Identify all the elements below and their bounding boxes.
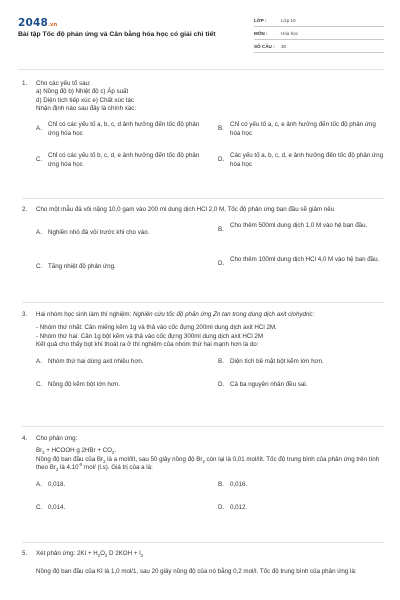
option-text: Cho thêm 500ml dung dịch 1,0 M vào hệ ban đầu. — [230, 222, 368, 230]
meta-value: Lớp 10 — [281, 17, 296, 23]
question-body — [36, 80, 384, 180]
option-label: B. — [218, 481, 224, 489]
option-b[interactable] — [218, 358, 384, 366]
option-text: 0,012. — [230, 504, 248, 512]
eq-part: Xét phản ứng: 2KI + H — [36, 550, 98, 557]
eq-part: + HCOOH — [44, 447, 77, 455]
option-c[interactable] — [36, 381, 206, 389]
reaction-equation — [36, 550, 384, 558]
question-number: 5. — [22, 550, 28, 557]
option-text: Cho thêm 100ml dung dịch HCl 4,0 M vào hệ ban đầu. — [230, 256, 380, 264]
question-text: Kết quả cho thấy bọt khí thoát ra ở thí nghiệm của nhóm thứ hai mạnh hơn là do: — [36, 341, 259, 349]
question-number: 2. — [22, 206, 28, 213]
text-part: Nồng độ ban đầu của Br — [36, 455, 104, 463]
question-text: Cho các yếu tố sau: — [36, 80, 91, 87]
question-lead: Hai nhóm học sinh làm thí nghiệm: — [36, 311, 133, 318]
eq-part: D 2KOH + I — [107, 550, 141, 557]
document-header — [18, 12, 384, 62]
text-part: là 4.10 — [58, 464, 79, 472]
option-label: C. — [36, 263, 43, 271]
option-text: Nồng độ kẽm bột lớn hơn. — [48, 381, 121, 389]
option-label: C. — [36, 381, 43, 389]
question-lead-italic: Nghiên cứu tốc độ phản ứng Zn tan trong dung dịch axit clohydric: — [133, 311, 315, 318]
question-text: Cho phản ứng: — [36, 435, 78, 442]
header-divider — [18, 69, 384, 70]
option-label: A. — [36, 229, 42, 237]
option-d[interactable] — [218, 381, 384, 389]
option-label: A. — [36, 481, 42, 489]
meta-label: SỐ CÂU : — [254, 43, 275, 49]
question-body — [36, 206, 384, 281]
option-d[interactable] — [218, 256, 384, 268]
option-text: 0,016. — [230, 481, 248, 489]
option-text: Diện tích bề mặt bột kẽm lớn hơn. — [230, 358, 324, 366]
question-text: Nhận định nào sau đây là chính xác: — [36, 105, 137, 113]
option-text: Tăng nhiệt độ phản ứng. — [48, 263, 116, 271]
page-title: Bài tập Tốc độ phản ứng và Cân bằng hóa học có giải chi tiết — [18, 31, 216, 38]
reaction-equation — [36, 447, 384, 455]
option-label: D. — [218, 260, 225, 268]
question-divider — [22, 198, 384, 199]
option-a[interactable] — [36, 229, 206, 237]
logo-suffix: .vn — [48, 22, 58, 28]
question-number: 4. — [22, 435, 28, 442]
question-number: 1. — [22, 80, 28, 87]
option-label: D. — [218, 504, 225, 512]
text-part: còn lại là 0,01 mol/lít. Tốc độ trung bình của phản ứng trên tính theo Br — [36, 455, 380, 472]
meta-row-subject — [254, 29, 384, 40]
option-text: Các yếu tố a, b, c, d, e ảnh hưởng đến tốc độ phản ứng hóa học — [230, 152, 384, 168]
option-text: Chỉ có các yếu tố b, c, d, e ảnh hưởng đến tốc độ phản ứng hóa học — [48, 152, 200, 168]
option-a[interactable] — [36, 358, 206, 366]
option-text: Chỉ có các yếu tố a, b, c, d ảnh hưởng đến tốc độ phản ứng hóa học — [48, 121, 200, 137]
text-part: mol/ (l.s). Giá trị của a là: — [82, 464, 153, 472]
option-label: D. — [218, 381, 225, 389]
eq-part: g — [76, 447, 80, 455]
eq-subscript: 2 — [140, 553, 144, 559]
option-label: D. — [218, 156, 225, 164]
question-number: 3. — [22, 311, 28, 318]
meta-row-class — [254, 16, 384, 27]
option-label: A. — [36, 125, 42, 133]
eq-part: 2HBr + CO — [79, 447, 112, 455]
option-text: Cả ba nguyên nhân đều sai. — [230, 381, 308, 389]
question-divider — [22, 426, 384, 427]
question-body — [36, 550, 384, 577]
question-text: Nồng độ ban đầu của KI là 1,0 mol/1, sau 20 giây nồng độ của nó bằng 0,2 mol/l. Tốc độ trung bình của phản ứng là: — [36, 568, 357, 576]
text-part: là a mol/lít, sau 50 giây nồng độ Br — [105, 455, 203, 463]
option-c[interactable] — [36, 152, 201, 169]
option-c[interactable] — [36, 504, 206, 512]
meta-label: LỚP : — [254, 17, 267, 23]
meta-panel — [254, 16, 384, 55]
question-text: a) Nồng độ b) Nhiệt độ c) Áp suất — [36, 88, 129, 96]
logo-text: 2048 — [18, 17, 49, 29]
eq-part: O — [100, 550, 105, 557]
meta-row-count — [254, 42, 384, 53]
eq-part: Br — [36, 447, 43, 455]
meta-label: MÔN : — [254, 30, 268, 36]
answer-options — [36, 116, 384, 180]
question-intro — [36, 311, 384, 319]
text-superscript: -5 — [78, 462, 83, 468]
text-subscript: 2 — [103, 458, 106, 464]
answer-options — [36, 475, 384, 515]
question-divider — [22, 302, 384, 303]
option-label: B. — [218, 125, 224, 133]
answer-options — [36, 352, 384, 398]
option-a[interactable] — [36, 121, 201, 138]
text-subscript: 2 — [202, 458, 205, 464]
option-label: A. — [36, 358, 42, 366]
option-d[interactable] — [218, 504, 384, 512]
option-b[interactable] — [218, 222, 384, 234]
question-text — [36, 456, 384, 473]
option-text: Nghiền nhỏ đá vôi trước khi cho vào. — [48, 229, 150, 237]
question-text: - Nhóm thứ hai: Cân 1g bột kẽm và thả vào cốc đựng 300ml dung dịch axit HCl 2M — [36, 332, 264, 340]
option-a[interactable] — [36, 481, 206, 489]
eq-subscript: 2 — [42, 450, 45, 456]
eq-subscript: 2 — [97, 553, 101, 559]
text-subscript: 2 — [55, 467, 59, 473]
option-b[interactable] — [218, 481, 384, 489]
eq-part: . — [114, 447, 117, 455]
option-text: 0,014. — [48, 504, 66, 512]
option-label: C. — [36, 504, 43, 512]
question-text: - Nhóm thứ nhất: Cân miếng kẽm 1g và thả vào cốc đựng 200ml dung dịch axit HCl 2M. — [36, 324, 277, 332]
option-label: B. — [218, 358, 224, 366]
question-divider — [22, 542, 384, 543]
option-text: Nhóm thứ hai dùng axit nhiều hơn. — [48, 358, 144, 366]
option-d[interactable] — [218, 152, 384, 169]
answer-options — [36, 217, 384, 281]
option-c[interactable] — [36, 263, 206, 271]
eq-subscript: 2 — [104, 553, 108, 559]
option-text: Chỉ có yếu tố a, c, e ảnh hưởng đến tốc độ phản ứng hóa học — [230, 121, 376, 137]
option-label: C. — [36, 156, 43, 164]
question-body — [36, 311, 384, 398]
option-b[interactable] — [218, 121, 384, 138]
meta-value: 30 — [281, 43, 287, 49]
question-text: d) Diện tích tiếp xúc e) Chất xúc tác — [36, 96, 135, 104]
eq-subscript: 2 — [111, 450, 115, 456]
question-text: Cho một mẫu đá vôi nặng 10,0 gam vào 200 ml dung dịch HCl 2,0 M. Tốc độ phản ứng ban đầu sẽ giảm nếu — [36, 206, 335, 213]
option-label: B. — [218, 226, 224, 234]
option-text: 0,018. — [48, 481, 66, 489]
site-logo[interactable] — [18, 16, 57, 30]
meta-value: Hóa học — [281, 30, 299, 36]
question-body — [36, 435, 384, 515]
